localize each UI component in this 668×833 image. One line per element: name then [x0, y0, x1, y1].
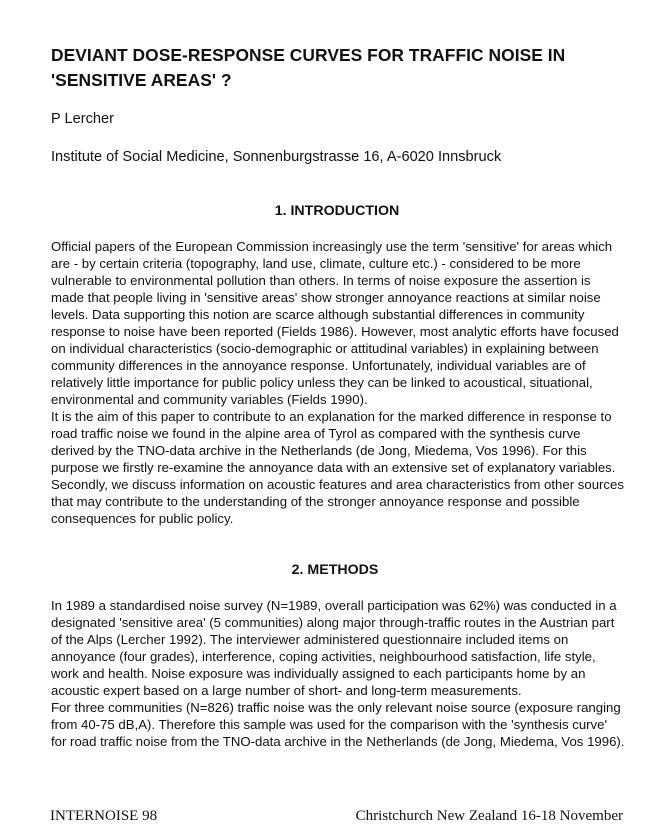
- author-affiliation: Institute of Social Medicine, Sonnenburgstrasse 16, A-6020 Innsbruck: [51, 149, 502, 165]
- introduction-paragraph: It is the aim of this paper to contribute to an explanation for the marked difference in response to road traffic noise we found in the alpine area of Tyrol as compared with the synthesis curve derived by the TNO-data archive in the Netherlands (de Jong, Miedema, Vos 1996). For this purpose we firstly re-examine the annoyance data with an extensive set of explanatory variables. Secondly, we discuss information on acoustic features and area characteristics from other sources that may contribute to the understanding of the stronger annoyance response and possible consequences for public policy.: [51, 409, 624, 526]
- section-heading-methods: 2. METHODS: [291, 562, 379, 578]
- introduction-body: [51, 238, 626, 527]
- methods-paragraph: For three communities (N=826) traffic noise was the only relevant noise source (exposure ranging from 40-75 dB,A). Therefore this sample was used for the comparison with the 'synthesis curve' for road traffic noise from the TNO-data archive in the Netherlands (de Jong, Miedema, Vos 1996).: [51, 700, 625, 749]
- methods-body: [51, 597, 626, 750]
- footer-location-date: Christchurch New Zealand 16-18 November: [355, 808, 623, 824]
- methods-paragraph: In 1989 a standardised noise survey (N=1989, overall participation was 62%) was conducted in a designated 'sensitive area' (5 communities) along major through-traffic routes in the Austrian part of the Alps (Lercher 1992). The interviewer administered questionnaire included items on annoyance (four grades), interference, coping activities, neighbourhood satisfaction, life style, work and health. Noise exposure was individually assigned to each participants home by an acoustic expert based on a large number of short- and long-term measurements.: [51, 598, 617, 698]
- section-heading-introduction: 1. INTRODUCTION: [274, 203, 400, 219]
- introduction-paragraph: Official papers of the European Commission increasingly use the term 'sensitive' for areas which are - by certain criteria (topography, land use, climate, culture etc.) - considered to be more vulnerable to environmental pollution than others. In terms of noise exposure the assertion is made that people living in 'sensitive areas' show stronger annoyance reactions at similar noise levels. Data supporting this notion are scarce although substantial differences in community response to noise have been reported (Fields 1986). However, most analytic efforts have focused on individual characteristics (socio-demographic or attitudinal variables) in explaining between community differences in the annoyance response. Unfortunately, individual variables are of relatively little importance for public policy unless they can be linked to acoustical, situational, environmental and community variables (Fields 1990).: [51, 239, 619, 407]
- paper-title: DEVIANT DOSE-RESPONSE CURVES FOR TRAFFIC NOISE IN 'SENSITIVE AREAS' ?: [51, 45, 566, 90]
- author-name: P Lercher: [51, 111, 115, 127]
- footer-conference: INTERNOISE 98: [50, 808, 158, 824]
